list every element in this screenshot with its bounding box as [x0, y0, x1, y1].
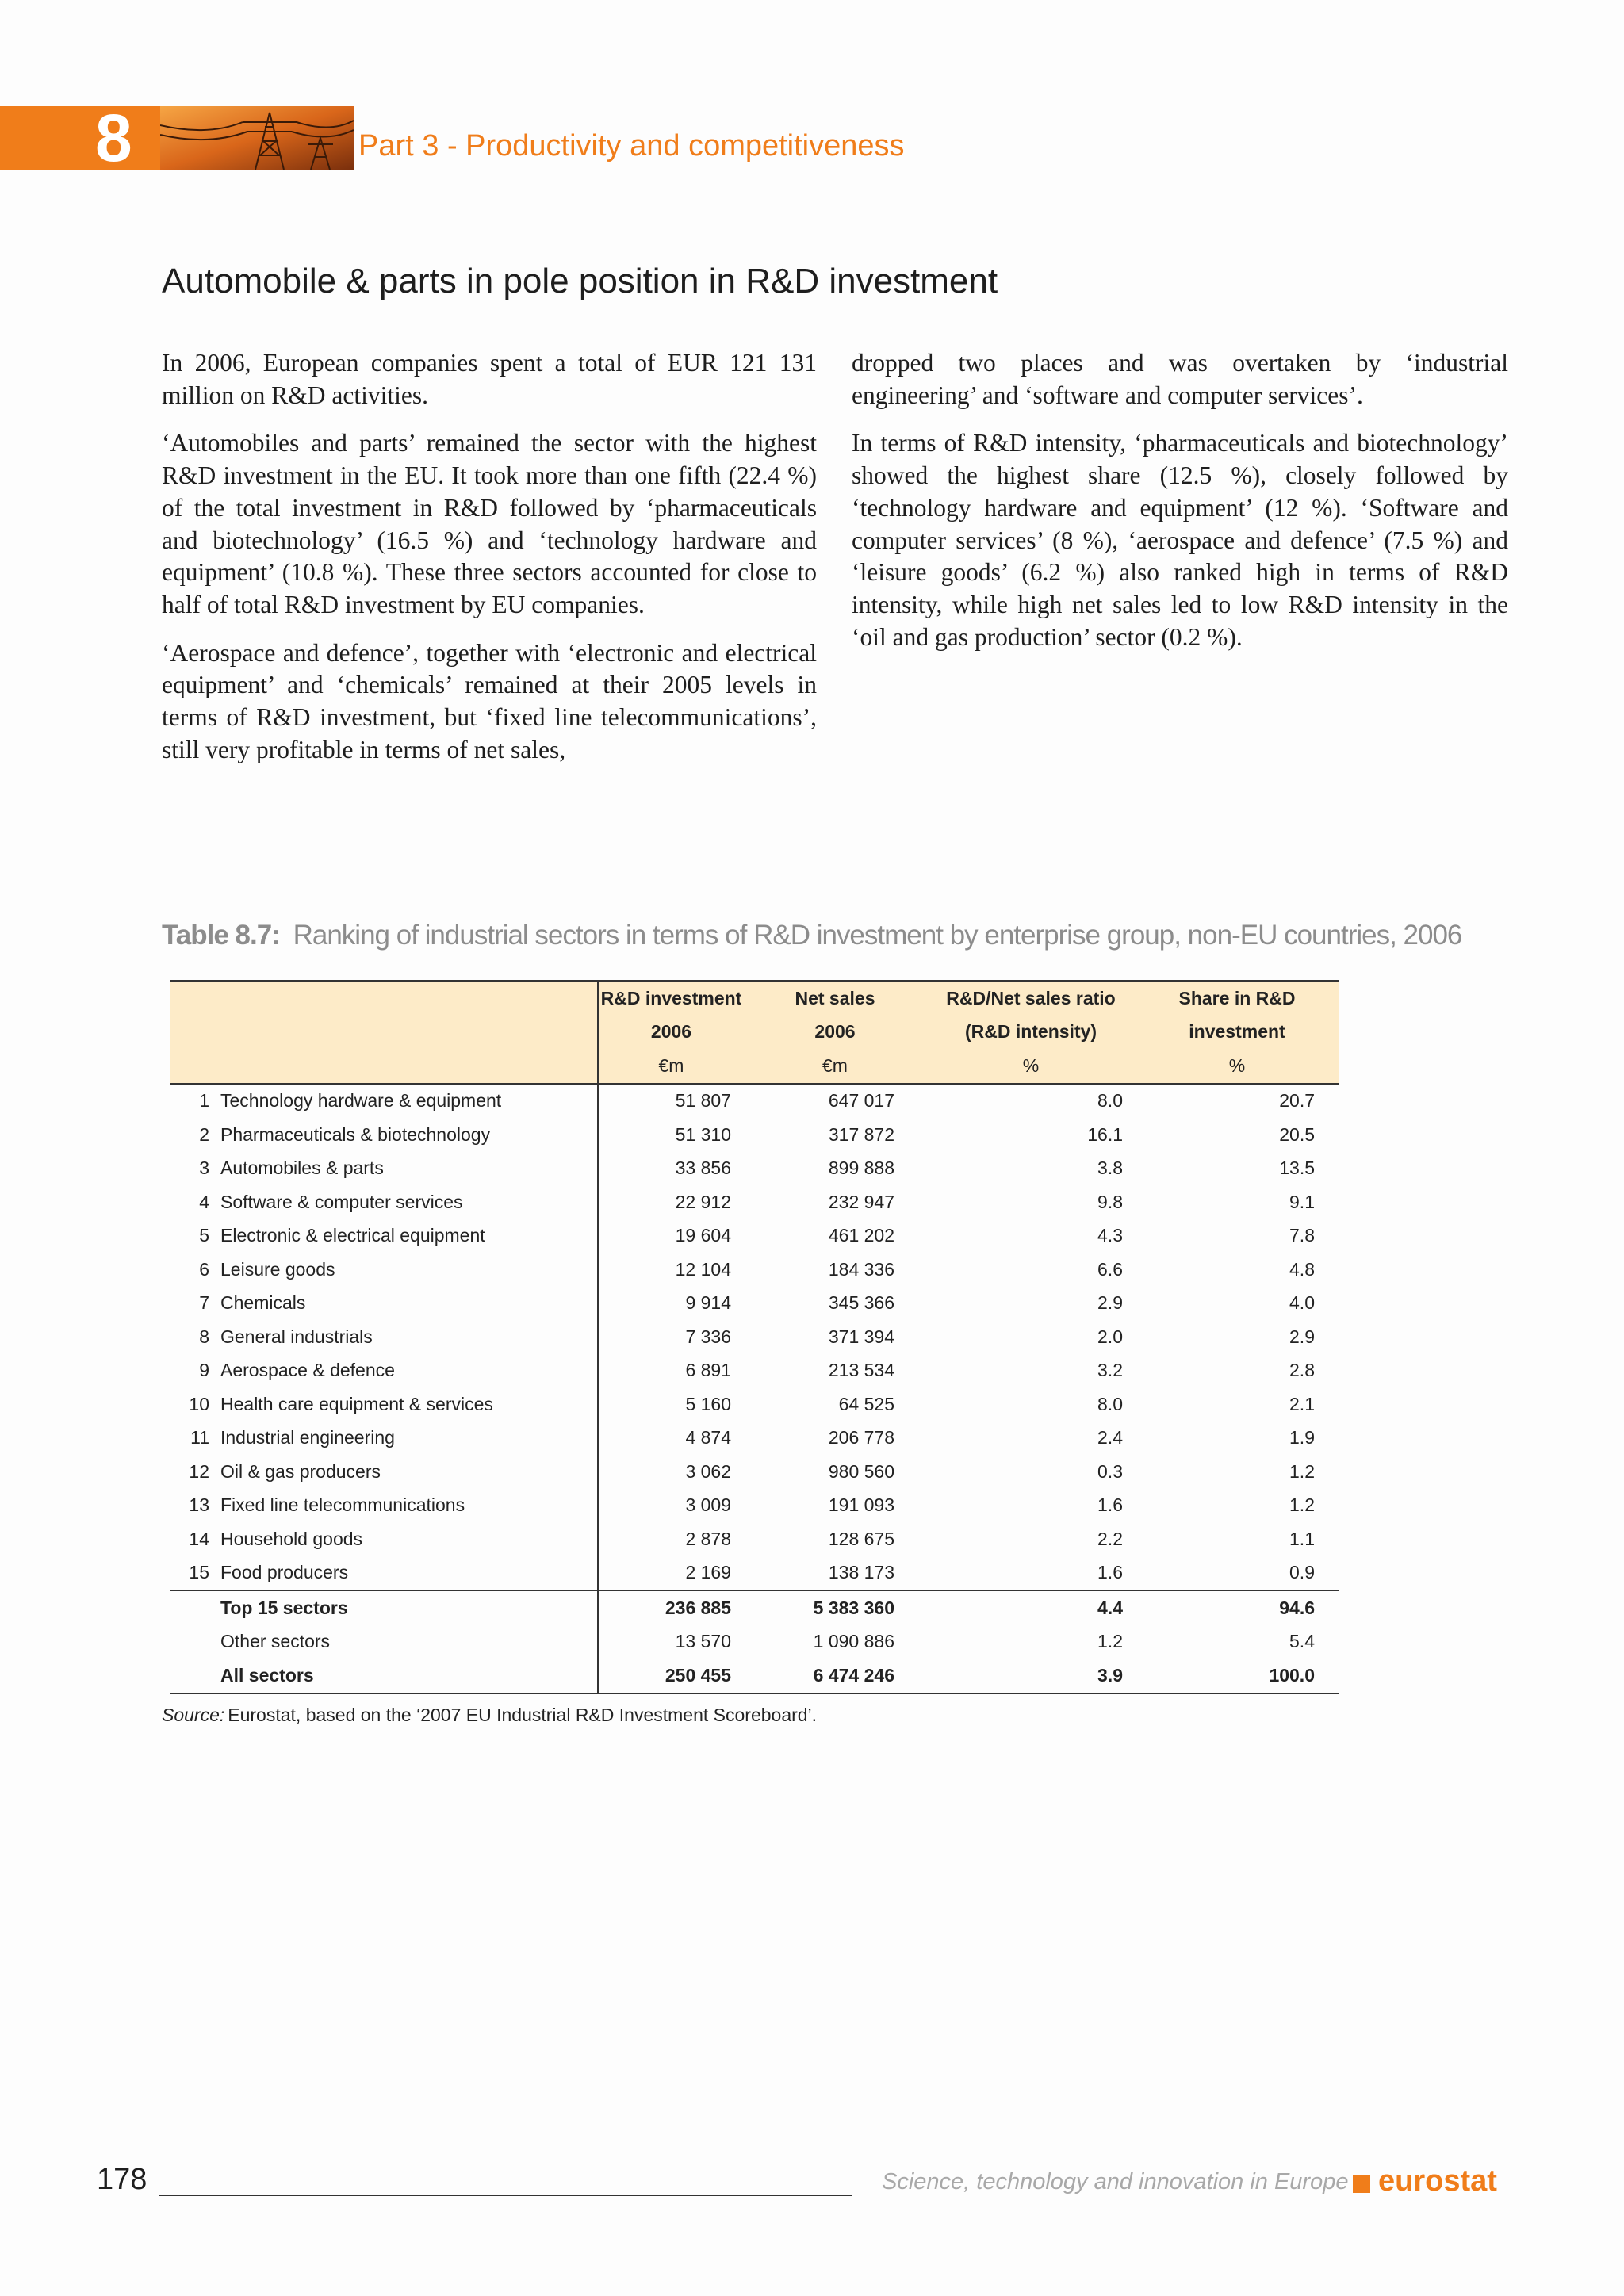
table-row [170, 1556, 1339, 1591]
table-row [170, 1320, 1339, 1354]
sales-value: 345 366 [828, 1292, 894, 1314]
sales-value: 1 090 886 [813, 1631, 894, 1652]
paragraph: dropped two places and was overtaken by ‘industrial engineering’ and ‘software and computer services’. [852, 349, 1508, 409]
share-value: 20.7 [1279, 1090, 1315, 1112]
paragraph: ‘Automobiles and parts’ remained the sector with the highest R&D investment in the EU. It took more than one fifth (22.4 %) of the total investment in R&D followed by ‘pharmaceuticals and biotechnology’ (16.5 %) and ‘technology hardware and equipment’ (10.8 %). These three sectors accounted for close to half of total R&D investment by EU companies. [162, 429, 817, 618]
col-header-rd: R&D investment [598, 981, 763, 1016]
rd-value: 3 009 [685, 1494, 731, 1516]
ratio-value: 4.4 [926, 1590, 1155, 1625]
ratio-value: 9.8 [1097, 1191, 1123, 1212]
source-label: Source: [162, 1705, 225, 1725]
share-value: 1.2 [1289, 1460, 1315, 1482]
col-unit-rd: €m [598, 1049, 763, 1084]
sales-value: 138 173 [828, 1562, 894, 1583]
table-row [170, 1219, 1339, 1253]
table-row [170, 1253, 1339, 1287]
sector-name: Health care equipment & services [216, 1387, 598, 1422]
share-value: 5.4 [1289, 1631, 1315, 1652]
rank: 5 [199, 1225, 209, 1246]
sales-value: 64 525 [838, 1393, 894, 1414]
table-row [170, 1185, 1339, 1219]
sales-value: 371 394 [828, 1326, 894, 1347]
ratio-value: 1.6 [1097, 1562, 1123, 1583]
share-value: 0.9 [1289, 1562, 1315, 1583]
article-title: Automobile & parts in pole position in R&D investment [162, 262, 998, 300]
part-title: Part 3 - Productivity and competitiveness [358, 129, 905, 163]
ratio-value: 3.9 [926, 1659, 1155, 1693]
rd-value: 51 310 [675, 1123, 731, 1145]
table-row [170, 1152, 1339, 1186]
paragraph: ‘Aerospace and defence’, together with ‘electronic and electrical equipment’ and ‘chemicals’ remained at their 2005 levels in terms of R&D investment, but ‘fixed line telecommunications’, still very profitable in terms of net sales, [162, 638, 817, 763]
rd-ranking-table [170, 980, 1339, 1694]
sector-name: Industrial engineering [216, 1422, 598, 1456]
rank: 13 [189, 1494, 209, 1516]
sector-name: Oil & gas producers [216, 1455, 598, 1489]
table-row [170, 1084, 1339, 1119]
paragraph: In 2006, European companies spent a total of EUR 121 131 million on R&D activities. [162, 349, 817, 409]
rank: 15 [189, 1562, 209, 1583]
rank: 10 [189, 1393, 209, 1414]
share-value: 4.8 [1289, 1258, 1315, 1280]
rd-value: 2 169 [685, 1562, 731, 1583]
article-column-left [162, 347, 817, 782]
sales-value: 317 872 [828, 1123, 894, 1145]
sector-name: Electronic & electrical equipment [216, 1219, 598, 1253]
sector-name: Household goods [216, 1522, 598, 1556]
sector-name: Leisure goods [216, 1253, 598, 1287]
ratio-value: 1.6 [1097, 1494, 1123, 1516]
ratio-value: 2.0 [1097, 1326, 1123, 1347]
table-title: Ranking of industrial sectors in terms of R&D investment by enterprise group, non-EU countries, 2006 [293, 920, 1462, 951]
chapter-number: 8 [95, 101, 132, 175]
col-subheader-share: investment [1155, 1016, 1339, 1050]
table-row [170, 1387, 1339, 1422]
sector-name: Other sectors [216, 1625, 598, 1659]
table-row [170, 1354, 1339, 1388]
share-value: 1.1 [1289, 1528, 1315, 1549]
rank: 1 [199, 1090, 209, 1112]
rd-value: 9 914 [685, 1292, 731, 1314]
rank: 14 [189, 1528, 209, 1549]
col-header-sales: Net sales [763, 981, 926, 1016]
sales-value: 899 888 [828, 1158, 894, 1179]
ratio-value: 2.9 [1097, 1292, 1123, 1314]
col-header-ratio: R&D/Net sales ratio [926, 981, 1155, 1016]
table-row [170, 1489, 1339, 1523]
ratio-value: 3.8 [1097, 1158, 1123, 1179]
rd-value: 6 891 [685, 1360, 731, 1381]
table-source [162, 1705, 817, 1726]
rd-value: 7 336 [685, 1326, 731, 1347]
col-header-share: Share in R&D [1155, 981, 1339, 1016]
sector-name: Chemicals [216, 1287, 598, 1321]
rd-value: 5 160 [685, 1393, 731, 1414]
summary-row-all [170, 1659, 1339, 1693]
rank: 4 [199, 1191, 209, 1212]
ratio-value: 2.4 [1097, 1427, 1123, 1448]
sales-value: 213 534 [828, 1360, 894, 1381]
summary-row-other [170, 1625, 1339, 1659]
col-unit-share: % [1155, 1049, 1339, 1084]
rd-value: 3 062 [685, 1460, 731, 1482]
sales-value: 232 947 [828, 1191, 894, 1212]
table-row [170, 1287, 1339, 1321]
rank: 6 [199, 1258, 209, 1280]
sales-value: 980 560 [828, 1460, 894, 1482]
paragraph: In terms of R&D intensity, ‘pharmaceuticals and biotechnology’ showed the highest share (12.5 %), closely followed by ‘technology hardware and equipment’ (12 %). ‘Software and computer services’ (8 %), ‘aerospace and defence’ (7.5 %) and ‘leisure goods’ (6.2 %) also ranked high in terms of R&D intensity, while high net sales led to low R&D intensity in the ‘oil and gas production’ sector (0.2 %). [852, 429, 1508, 651]
share-value: 13.5 [1279, 1158, 1315, 1179]
sector-name: Fixed line telecommunications [216, 1489, 598, 1523]
share-value: 20.5 [1279, 1123, 1315, 1145]
sector-name: Pharmaceuticals & biotechnology [216, 1118, 598, 1152]
col-subheader-rd: 2006 [598, 1016, 763, 1050]
rd-value: 19 604 [675, 1225, 731, 1246]
sales-value: 461 202 [828, 1225, 894, 1246]
table-row [170, 1422, 1339, 1456]
footer-divider [159, 2195, 852, 2196]
page-number: 178 [97, 2163, 147, 2196]
share-value: 7.8 [1289, 1225, 1315, 1246]
sector-name: General industrials [216, 1320, 598, 1354]
rd-value: 13 570 [675, 1631, 731, 1652]
sector-name: Automobiles & parts [216, 1152, 598, 1186]
sector-name: Top 15 sectors [216, 1590, 598, 1625]
rd-value: 51 807 [675, 1090, 731, 1112]
ratio-value: 4.3 [1097, 1225, 1123, 1246]
rd-value: 2 878 [685, 1528, 731, 1549]
ratio-value: 8.0 [1097, 1393, 1123, 1414]
table-row [170, 1118, 1339, 1152]
sector-name: Software & computer services [216, 1185, 598, 1219]
rd-value: 12 104 [675, 1258, 731, 1280]
rank: 12 [189, 1460, 209, 1482]
eurostat-square-icon [1353, 2175, 1370, 2193]
table-row [170, 1522, 1339, 1556]
rank: 9 [199, 1360, 209, 1381]
col-subheader-ratio: (R&D intensity) [926, 1016, 1155, 1050]
ratio-value: 1.2 [1097, 1631, 1123, 1652]
rd-value: 4 874 [685, 1427, 731, 1448]
sales-value: 128 675 [828, 1528, 894, 1549]
sales-value: 184 336 [828, 1258, 894, 1280]
sales-value: 647 017 [828, 1090, 894, 1112]
sales-value: 5 383 360 [763, 1590, 926, 1625]
sector-name: Food producers [216, 1556, 598, 1591]
ratio-value: 8.0 [1097, 1090, 1123, 1112]
rank: 3 [199, 1158, 209, 1179]
sector-name: All sectors [216, 1659, 598, 1693]
source-text: Eurostat, based on the ‘2007 EU Industrial R&D Investment Scoreboard’. [228, 1705, 818, 1725]
eurostat-logo: eurostat [1378, 2164, 1497, 2198]
ratio-value: 2.2 [1097, 1528, 1123, 1549]
ratio-value: 0.3 [1097, 1460, 1123, 1482]
rank: 8 [199, 1326, 209, 1347]
sector-name: Technology hardware & equipment [216, 1084, 598, 1119]
share-value: 2.9 [1289, 1326, 1315, 1347]
table-label: Table 8.7: [162, 920, 280, 951]
share-value: 1.2 [1289, 1494, 1315, 1516]
share-value: 94.6 [1155, 1590, 1339, 1625]
rank: 7 [199, 1292, 209, 1314]
rank: 11 [190, 1427, 209, 1448]
sales-value: 191 093 [828, 1494, 894, 1516]
ratio-value: 16.1 [1087, 1123, 1123, 1145]
share-value: 4.0 [1289, 1292, 1315, 1314]
col-unit-sales: €m [763, 1049, 926, 1084]
share-value: 9.1 [1289, 1191, 1315, 1212]
rd-value: 236 885 [598, 1590, 763, 1625]
table-caption [162, 920, 1461, 951]
sales-value: 6 474 246 [763, 1659, 926, 1693]
rank: 2 [199, 1123, 209, 1145]
ratio-value: 6.6 [1097, 1258, 1123, 1280]
ratio-value: 3.2 [1097, 1360, 1123, 1381]
table-row [170, 1455, 1339, 1489]
rd-value: 22 912 [675, 1191, 731, 1212]
sales-value: 206 778 [828, 1427, 894, 1448]
summary-row-top15 [170, 1590, 1339, 1625]
share-value: 2.8 [1289, 1360, 1315, 1381]
sector-name: Aerospace & defence [216, 1354, 598, 1388]
article-column-right [852, 347, 1508, 669]
col-subheader-sales: 2006 [763, 1016, 926, 1050]
share-value: 100.0 [1155, 1659, 1339, 1693]
rd-value: 250 455 [598, 1659, 763, 1693]
power-pylon-photo [160, 106, 354, 170]
rd-value: 33 856 [675, 1158, 731, 1179]
share-value: 2.1 [1289, 1393, 1315, 1414]
share-value: 1.9 [1289, 1427, 1315, 1448]
publication-title: Science, technology and innovation in Europe [882, 2169, 1349, 2195]
col-unit-ratio: % [926, 1049, 1155, 1084]
